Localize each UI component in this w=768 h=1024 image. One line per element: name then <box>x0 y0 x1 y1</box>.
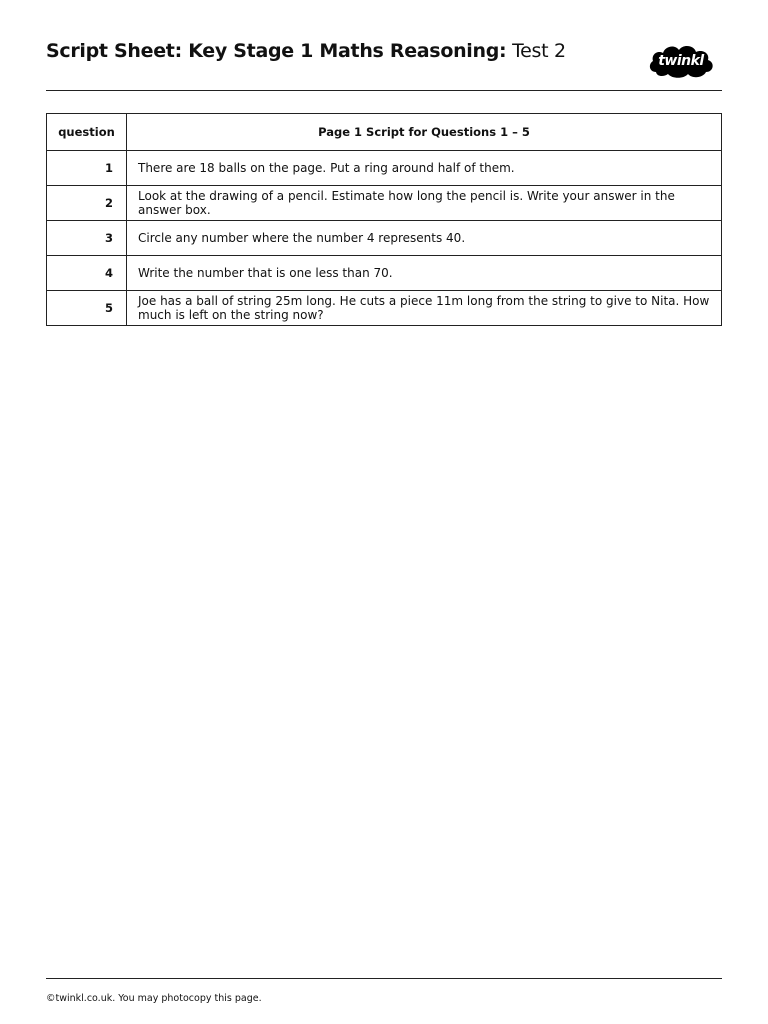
page-title-test: Test 2 <box>506 40 566 62</box>
column-header-script: Page 1 Script for Questions 1 – 5 <box>127 114 722 151</box>
question-number: 5 <box>47 291 127 326</box>
question-number: 1 <box>47 151 127 186</box>
question-script: Circle any number where the number 4 represents 40. <box>127 221 722 256</box>
page-title-bold: Script Sheet: Key Stage 1 Maths Reasoning: <box>46 40 507 62</box>
question-number: 4 <box>47 256 127 291</box>
question-script: Joe has a ball of string 25m long. He cuts a piece 11m long from the string to give to Nita. How much is left on the string now? <box>127 291 722 326</box>
logo-wordmark: twinkl <box>658 53 704 69</box>
header-divider <box>46 90 722 91</box>
table-row <box>47 151 722 186</box>
question-script: Look at the drawing of a pencil. Estimate how long the pencil is. Write your answer in the answer box. <box>127 186 722 221</box>
table-header-row <box>47 114 722 151</box>
twinkl-logo <box>648 42 716 80</box>
table-row <box>47 221 722 256</box>
footer-copyright: ©twinkl.co.uk. You may photocopy this page. <box>46 993 262 1004</box>
question-script: Write the number that is one less than 70. <box>127 256 722 291</box>
page-title <box>46 40 566 62</box>
script-table <box>46 113 722 326</box>
footer-divider <box>46 978 722 979</box>
table-row <box>47 256 722 291</box>
question-script: There are 18 balls on the page. Put a ring around half of them. <box>127 151 722 186</box>
table-row <box>47 186 722 221</box>
question-number: 2 <box>47 186 127 221</box>
column-header-question: question <box>47 114 127 151</box>
table-row <box>47 291 722 326</box>
question-number: 3 <box>47 221 127 256</box>
